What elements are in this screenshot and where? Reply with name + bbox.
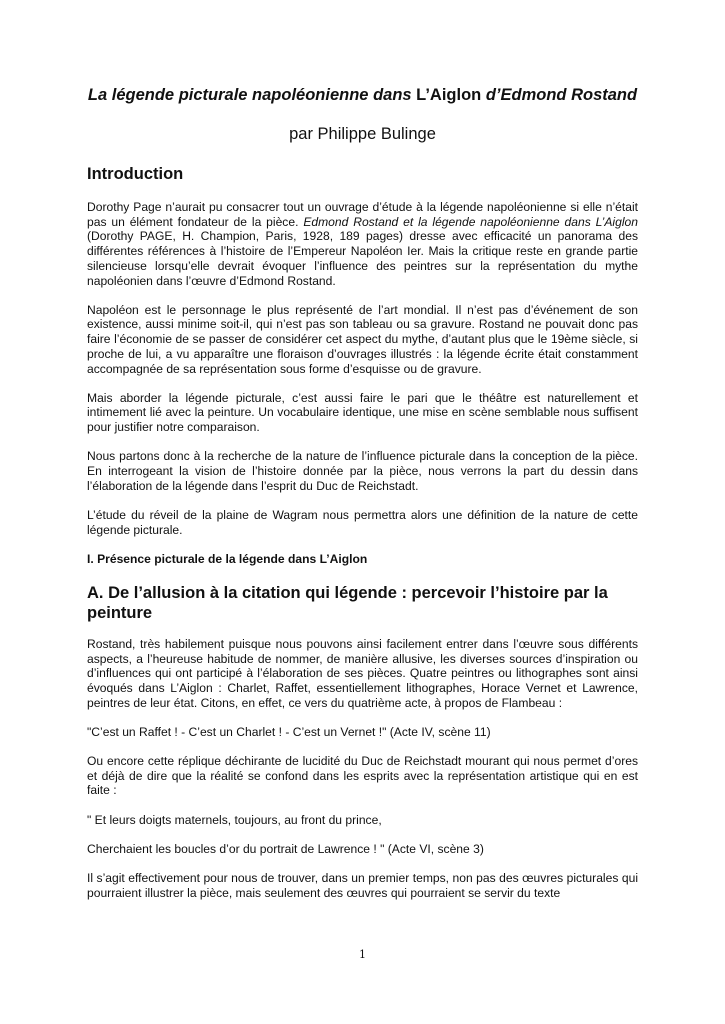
title-part-3: d’Edmond Rostand [481,86,638,104]
quote-2-line-1: " Et leurs doigts maternels, toujours, au front du prince, [87,812,382,827]
paragraph-6: Rostand, très habilement puisque nous pouvons ainsi facilement entrer dans l’œuvre sous différents aspects, a l’heureuse habitude de nommer, de manière allusive, les diverses sources d’inspiration ou d’influences qui ont participé à l’élaboration de ses pièces. Quatre peintres ou lithographes sont ainsi évoqués dans L’Aiglon : Charlet, Raffet, essentiellement lithographes, Horace Vernet et Lawrence, peintres de leur état. Citons, en effet, ce vers du quatrième acte, à propos de Flambeau : [87,636,638,710]
title-part-2: L’Aiglon [416,86,482,104]
paragraph-1-a: Dorothy Page n’aurait pu consacrer tout un ouvrage d’étude à la légende napoléonienne si elle n’était pas un élément fondateur de la pièce. [87,200,638,229]
paragraph-1 [87,200,638,288]
author-line: par Philippe Bulinge [289,125,436,143]
paragraph-4: Nous partons donc à la recherche de la nature de l’influence picturale dans la conception de la pièce. En interrogeant la vision de l’histoire donnée par la pièce, nous verrons la part du dessin dans l’élaboration de la légende dans l’esprit du Duc de Reichstadt. [87,449,638,493]
subsection-heading: A. De l’allusion à la citation qui légende : percevoir l’histoire par la peinture [87,583,608,622]
title-part-1: La légende picturale napoléonienne dans [87,86,417,104]
quote-1: "C’est un Raffet ! - C’est un Charlet ! - C’est un Vernet !" (Acte IV, scène 11) [87,724,491,739]
paragraph-1-c: (Dorothy PAGE, H. Champion, Paris, 1928, 189 pages) dresse avec efficacité un panorama des différentes références à l’histoire de l’Empereur Napoléon Ier. Mais la critique reste en grande partie silencieuse lorsqu’elle devrait évoquer l’influence des peintres sur la représentation du mythe napoléonien dans l’œuvre d’Edmond Rostand. [87,229,638,288]
paragraph-1-book-title: Edmond Rostand et la légende napoléonienne dans L’Aiglon [303,214,638,229]
section-heading: I. Présence picturale de la légende dans L’Aiglon [87,551,368,566]
document-page [87,84,638,915]
paragraph-2: Napoléon est le personnage le plus représenté de l’art mondial. Il n’est pas d’événement de son existence, aussi minime soit-il, qui n’est pas son tableau ou sa gravure. Rostand ne pouvait donc pas faire l’économie de se passer de considérer cet aspect du mythe, d’autant plus que le 19ème siècle, si proche de lui, a vu apparaître une floraison d’ouvrages illustrés : la légende écrite était constamment accompagnée de sa représentation sous forme d’esquisse ou de gravure. [87,302,638,376]
document-title [87,84,638,106]
paragraph-3: Mais aborder la légende picturale, c’est aussi faire le pari que le théâtre est naturellement et intimement lié avec la peinture. Un vocabulaire identique, une mise en scène semblable nous suffisent pour justifier notre comparaison. [87,390,638,435]
page-number: 1 [359,948,366,961]
paragraph-5: L’étude du réveil de la plaine de Wagram nous permettra alors une définition de la nature de cette légende picturale. [87,507,638,537]
introduction-heading: Introduction [87,165,184,183]
quote-2-line-2: Cherchaient les boucles d’or du portrait de Lawrence ! " (Acte VI, scène 3) [87,841,484,856]
paragraph-7: Ou encore cette réplique déchirante de lucidité du Duc de Reichstadt mourant qui nous permet d’ores et déjà de dire que la réalité se confond dans les esprits avec la représentation artistique qui en est faite : [87,754,638,798]
paragraph-8: Il s’agit effectivement pour nous de trouver, dans un premier temps, non pas des œuvres picturales qui pourraient illustrer la pièce, mais seulement des œuvres qui pourraient se servir du texte [87,871,638,900]
